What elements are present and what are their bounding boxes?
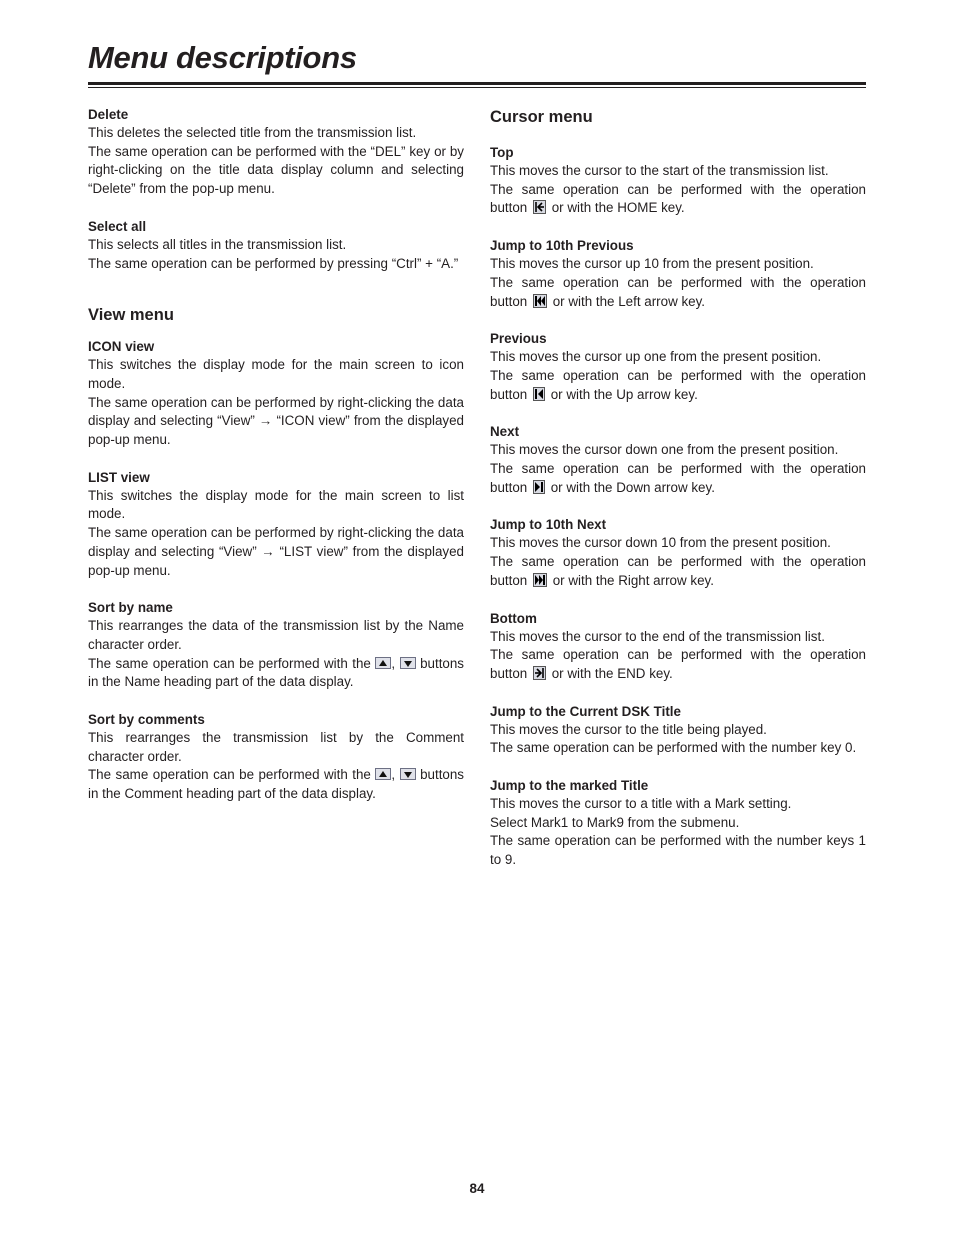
entry-text: This switches the display mode for the main screen to list mode. — [88, 487, 464, 522]
comma: , — [391, 655, 396, 671]
entry-heading: Select all — [88, 218, 147, 234]
entry-previous — [490, 329, 866, 404]
entry-text-part: The same operation can be performed with the operation button — [490, 461, 866, 495]
entry-text — [88, 766, 464, 803]
page-title: Menu descriptions — [88, 40, 357, 75]
entry-text: The same operation can be performed by right-clicking the data display and selecting “View” → “ICON view” from the displayed pop-up menu. — [88, 394, 464, 448]
entry-delete — [88, 105, 464, 199]
entry-list-view — [88, 468, 464, 581]
previous-icon — [533, 387, 545, 401]
entry-next — [490, 422, 866, 497]
entry-heading: Top — [490, 145, 514, 160]
entry-text-part: or with the Left arrow key. — [552, 293, 706, 309]
entry-heading: Previous — [490, 331, 547, 347]
entry-text: This moves the cursor to the start of the transmission list. — [490, 163, 829, 178]
entry-text-part: The same operation can be performed with the operation button — [490, 274, 866, 309]
entry-text — [490, 274, 866, 311]
entry-text-part: or with the HOME key. — [551, 200, 685, 216]
entry-text — [88, 655, 464, 692]
entry-text-part: The same operation can be performed with the operation button — [490, 367, 866, 402]
entry-text: This moves the cursor down one from the present position. — [490, 442, 839, 458]
entry-heading: ICON view — [88, 339, 155, 355]
entry-icon-view — [88, 337, 464, 450]
entry-text-part: The same operation can be performed with the operation button — [490, 554, 866, 588]
entry-bottom — [490, 609, 866, 684]
entry-heading: Delete — [88, 107, 129, 122]
entry-heading: Jump to the marked Title — [490, 778, 649, 794]
entry-select-all — [88, 217, 464, 273]
entry-text — [490, 460, 866, 497]
entry-heading: Next — [490, 424, 520, 440]
entry-text: This moves the cursor up one from the present position. — [490, 349, 822, 365]
entry-text: This rearranges the data of the transmission list by the Name character order. — [88, 618, 464, 652]
entry-text: This deletes the selected title from the transmission list. — [88, 125, 417, 140]
left-column — [88, 105, 464, 822]
entry-jump-marked-title — [490, 776, 866, 870]
entry-text — [490, 553, 866, 590]
jump-10-previous-icon — [533, 294, 547, 308]
entry-text-part: or with the Down arrow key. — [550, 479, 715, 495]
entry-text: The same operation can be performed by pressing “Ctrl” + “A.” — [88, 255, 459, 271]
sort-ascending-arrow-icon — [375, 768, 391, 780]
entry-heading: LIST view — [88, 469, 150, 485]
entry-text: The same operation can be performed with the number key 0. — [490, 740, 857, 756]
entry-text-part: buttons in the Name heading part of the data display. — [88, 655, 465, 690]
entry-text: This moves the cursor to a title with a Mark setting. — [490, 796, 792, 812]
entry-jump-10th-previous — [490, 236, 866, 311]
entry-text-part: or with the Up arrow key. — [550, 386, 698, 402]
right-column — [490, 105, 866, 888]
comma: , — [391, 767, 396, 783]
next-icon — [533, 480, 545, 494]
entry-text: This moves the cursor down 10 from the present position. — [490, 535, 831, 551]
entry-text: This switches the display mode for the main screen to icon mode. — [88, 357, 464, 391]
section-heading-view-menu: View menu — [88, 306, 174, 325]
entry-text-part: or with the END key. — [551, 665, 673, 681]
entry-text: This selects all titles in the transmission list. — [88, 236, 347, 252]
entry-text: The same operation can be performed by right-clicking the data display and selecting “View” → “LIST view” from the displayed pop-up menu. — [88, 525, 464, 578]
entry-heading: Sort by name — [88, 600, 173, 616]
entry-text-part: The same operation can be performed with the operation button — [490, 181, 866, 216]
entry-jump-current-dsk-title — [490, 702, 866, 758]
entry-text: The same operation can be performed with the “DEL” key or by right-clicking on the title data display column and selecting “Delete” from the pop-up menu. — [88, 143, 464, 197]
sort-descending-arrow-icon — [400, 657, 416, 669]
entry-text-part: The same operation can be performed with the — [88, 655, 371, 671]
entry-text: This moves the cursor to the end of the transmission list. — [490, 628, 825, 644]
entry-top — [490, 143, 866, 218]
entry-text — [490, 646, 866, 683]
entry-text-part: The same operation can be performed with the operation button — [490, 647, 866, 681]
entry-text-part: buttons in the Comment heading part of the data display. — [88, 767, 465, 802]
entry-jump-10th-next — [490, 515, 866, 590]
entry-text: The same operation can be performed with the number keys 1 to 9. — [490, 833, 866, 868]
entry-text: This rearranges the transmission list by the Comment character order. — [88, 730, 464, 764]
title-rule — [88, 82, 866, 85]
entry-text-part: The same operation can be performed with the — [88, 767, 371, 783]
sort-descending-arrow-icon — [400, 768, 416, 780]
jump-to-bottom-icon — [533, 666, 546, 680]
entry-heading: Jump to the Current DSK Title — [490, 703, 681, 719]
entry-text: This moves the cursor to the title being played. — [490, 721, 767, 737]
entry-sort-by-comments — [88, 710, 464, 804]
entry-text — [490, 181, 866, 218]
entry-heading: Jump to 10th Next — [490, 517, 607, 533]
sort-ascending-arrow-icon — [375, 657, 391, 669]
entry-text: Select Mark1 to Mark9 from the submenu. — [490, 814, 740, 830]
entry-sort-by-name — [88, 598, 464, 692]
jump-10-next-icon — [533, 573, 547, 587]
page-number: 84 — [469, 1181, 485, 1196]
entry-text — [490, 367, 866, 404]
jump-to-top-icon — [533, 200, 546, 214]
entry-text: This moves the cursor up 10 from the present position. — [490, 256, 814, 272]
entry-text-part: or with the Right arrow key. — [552, 572, 714, 588]
entry-heading: Bottom — [490, 610, 537, 626]
section-heading-cursor-menu: Cursor menu — [490, 108, 593, 126]
entry-heading: Jump to 10th Previous — [490, 238, 634, 254]
entry-heading: Sort by comments — [88, 712, 205, 728]
